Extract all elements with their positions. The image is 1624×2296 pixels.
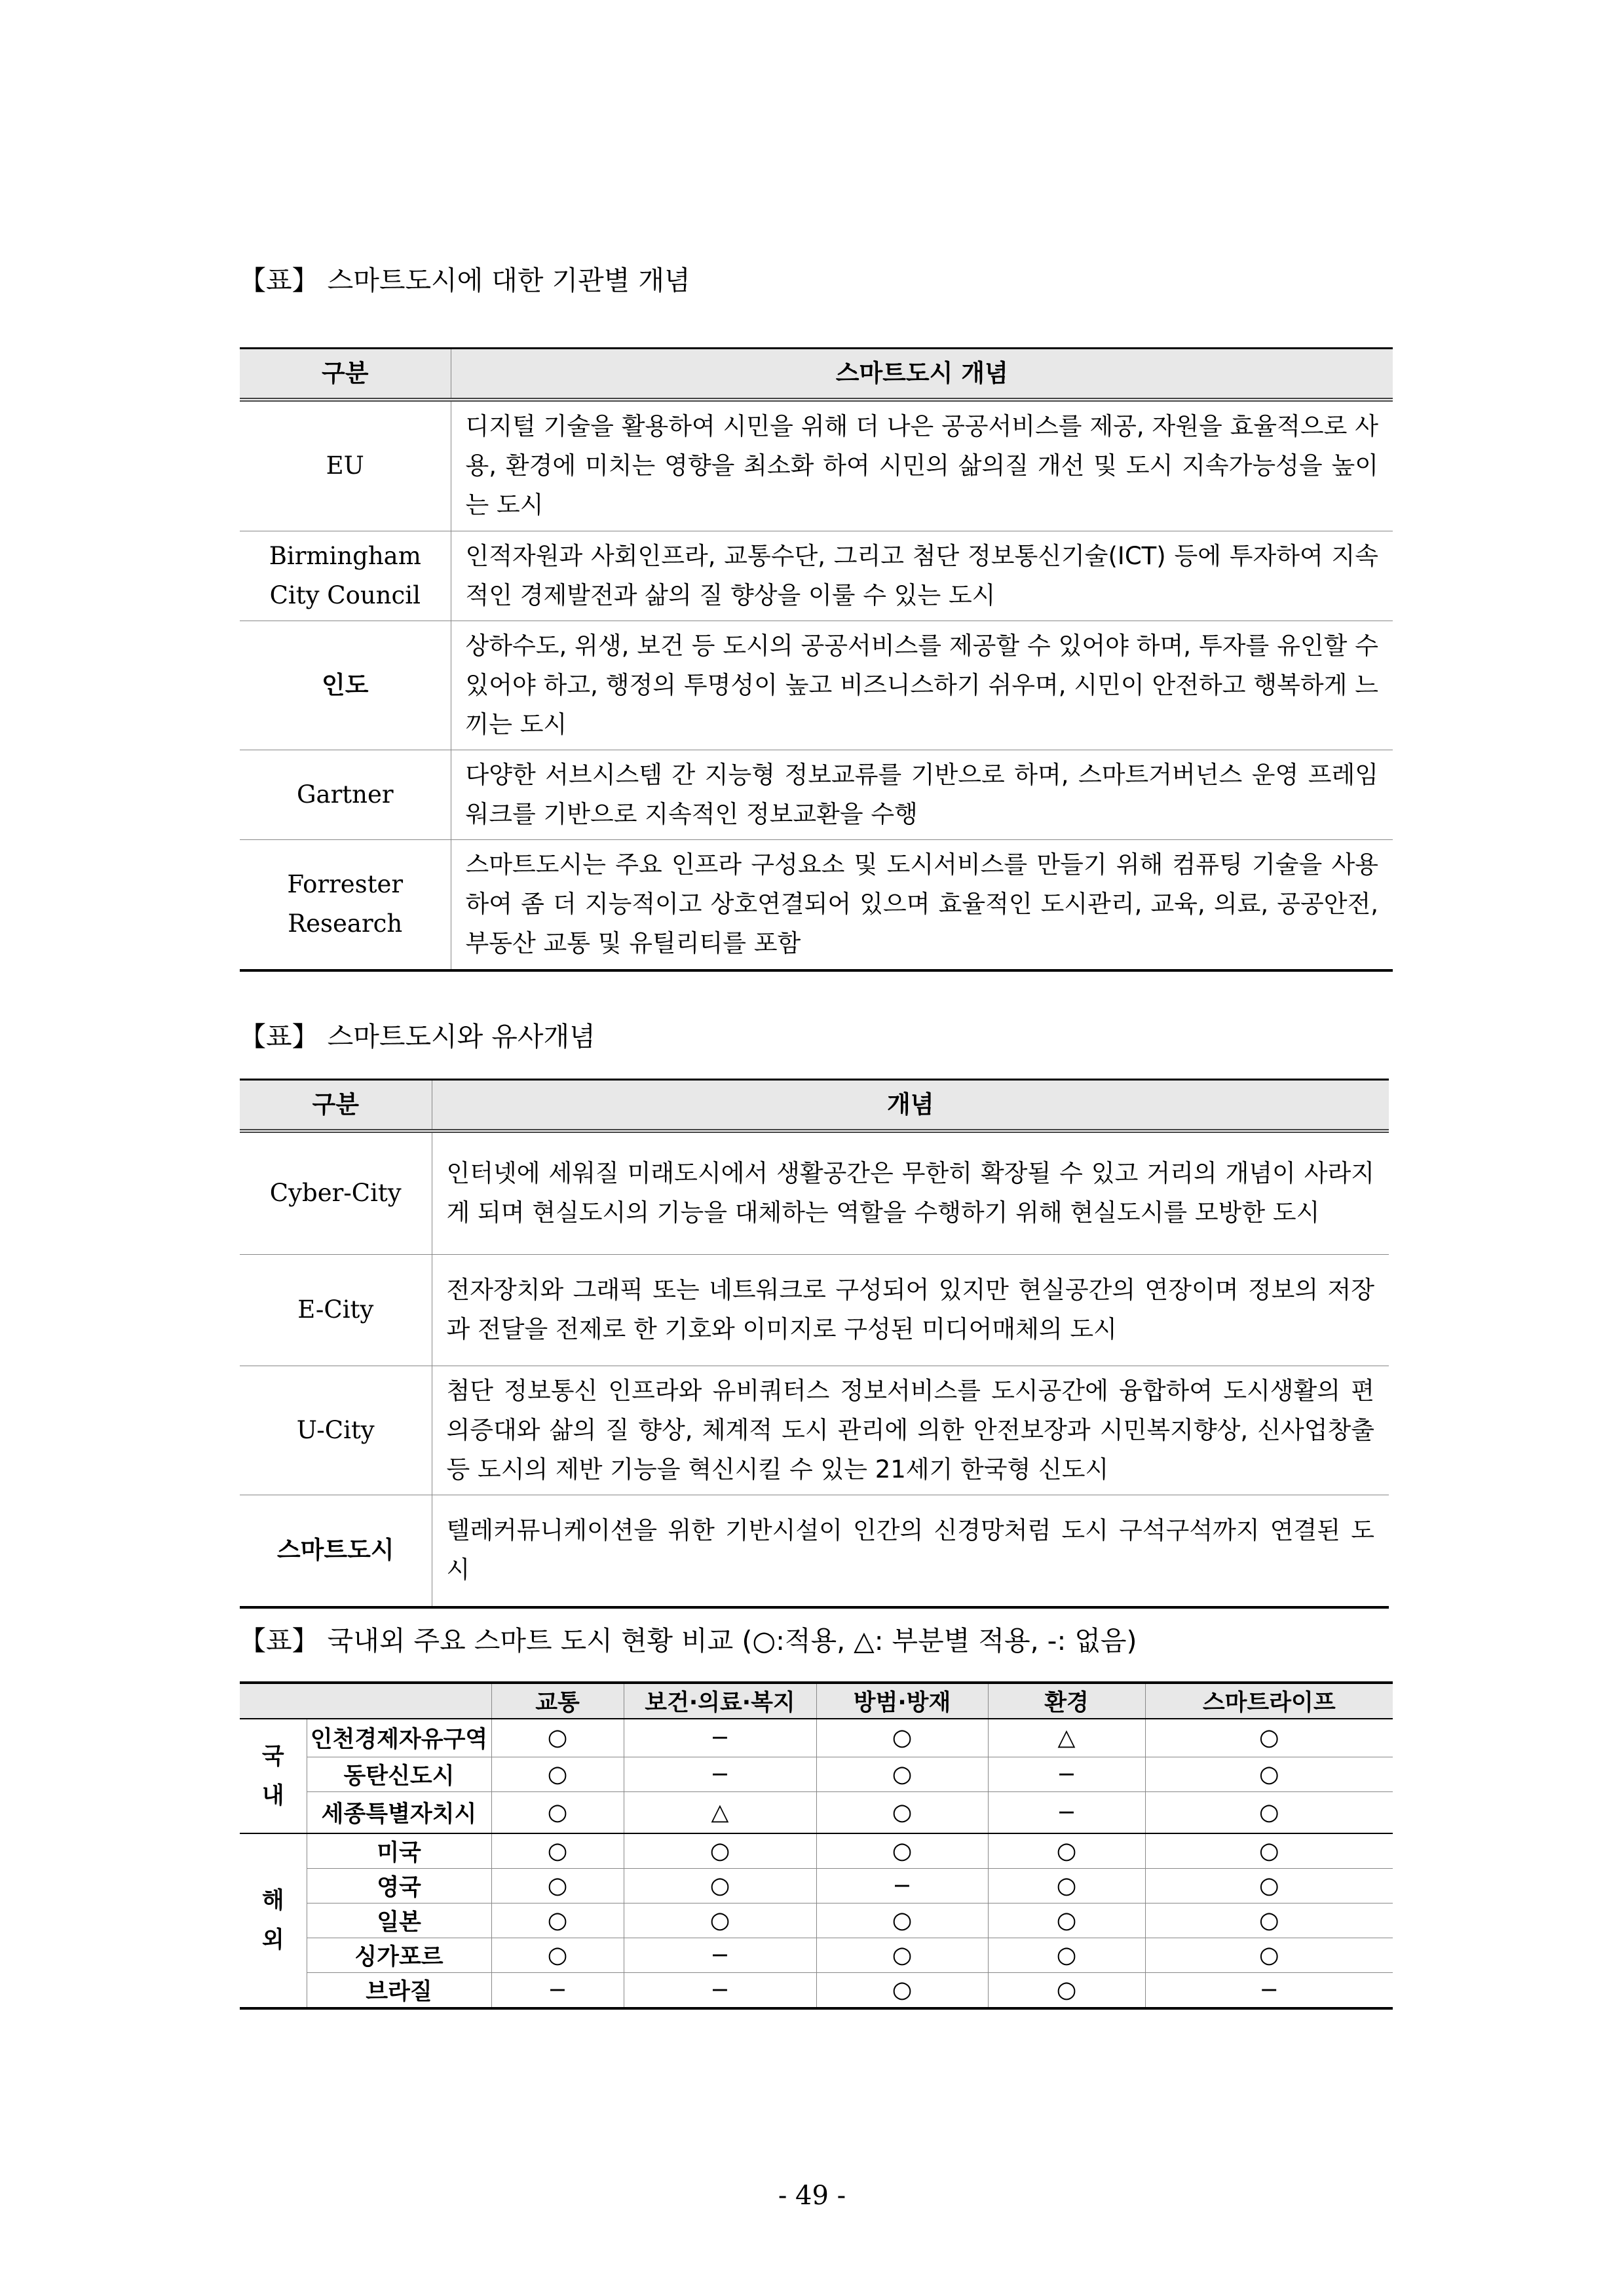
cell: − [624,1938,816,1973]
cell: ○ [988,1938,1145,1973]
cell: ○ [491,1719,624,1757]
table-row [240,1495,1389,1607]
table-row [240,1938,1393,1973]
row-label: 싱가포르 [307,1938,491,1973]
cell: − [491,1973,624,2009]
table3 [240,1681,1393,2010]
cell: ○ [988,1833,1145,1869]
table3-caption: 【표】 국내외 주요 스마트 도시 현황 비교 (○:적용, △: 부분별 적용, -: 없음) [239,1625,1137,1656]
row-label: 스마트도시 [240,1495,432,1607]
cell: ○ [1145,1938,1393,1973]
cell: ○ [624,1904,816,1938]
cell: ○ [1145,1719,1393,1757]
cell: ○ [816,1973,988,2009]
cell: ○ [816,1791,988,1833]
cell: − [988,1791,1145,1833]
row-label: E-City [240,1254,432,1366]
row-text: 텔레커뮤니케이션을 위한 기반시설이 인간의 신경망처럼 도시 구석구석까지 연결된 도시 [432,1495,1389,1607]
cell: ○ [1145,1904,1393,1938]
cell: ○ [816,1938,988,1973]
table-row [240,1366,1389,1495]
table-row [240,1869,1393,1904]
row-text: 상하수도, 위생, 보건 등 도시의 공공서비스를 제공할 수 있어야 하며, 투자를 유인할 수 있어야 하고, 행정의 투명성이 높고 비즈니스하기 쉬우며, 시민이 안전하고 행복하게 느끼는 도시 [451,621,1393,750]
row-label: 미국 [307,1833,491,1869]
row-label: 영국 [307,1869,491,1904]
cell: △ [624,1791,816,1833]
table-row [240,1757,1393,1791]
cell: ○ [1145,1791,1393,1833]
row-text: 다양한 서브시스템 간 지능형 정보교류를 기반으로 하며, 스마트거버넌스 운영 프레임워크를 기반으로 지속적인 정보교환을 수행 [451,750,1393,839]
table2-caption: 【표】 스마트도시와 유사개념 [239,1021,595,1052]
cell: − [624,1973,816,2009]
table-row [240,1791,1393,1833]
page-number: - 49 - [778,2181,846,2211]
row-label: Forrester Research [240,839,451,970]
cell: − [816,1869,988,1904]
row-text: 인터넷에 세워질 미래도시에서 생활공간은 무한히 확장될 수 있고 거리의 개념이 사라지게 되며 현실도시의 기능을 대체하는 역할을 수행하기 위해 현실도시를 모방한 도시 [432,1131,1389,1254]
row-text: 스마트도시는 주요 인프라 구성요소 및 도시서비스를 만들기 위해 컴퓨팅 기술을 사용하여 좀 더 지능적이고 상호연결되어 있으며 효율적인 도시관리, 교육, 의료, 공공안전, 부동산 교통 및 유틸리티를 포함 [451,839,1393,970]
cell: ○ [624,1833,816,1869]
row-label: Gartner [240,750,451,839]
cell: ○ [988,1904,1145,1938]
table1-header-category: 구분 [240,349,451,400]
table3-header-blank [240,1683,491,1719]
table-row [240,531,1393,621]
table-row [240,1904,1393,1938]
cell: − [1145,1973,1393,2009]
row-label: 인도 [240,621,451,750]
cell: ○ [816,1757,988,1791]
table-row [240,1254,1389,1366]
cell: ○ [816,1904,988,1938]
table2-header-row [240,1080,1389,1132]
cell: ○ [491,1904,624,1938]
row-label: 세종특별자치시 [307,1791,491,1833]
cell: △ [988,1719,1145,1757]
row-label: Cyber-City [240,1131,432,1254]
table-row [240,400,1393,531]
row-label: 일본 [307,1904,491,1938]
table2 [240,1079,1389,1609]
table2-header-category: 구분 [240,1080,432,1132]
cell: ○ [491,1869,624,1904]
cell: ○ [1145,1757,1393,1791]
table1-caption: 【표】 스마트도시에 대한 기관별 개념 [239,265,690,296]
group-label-overseas: 해 외 [240,1833,307,2008]
table3-header-row [240,1683,1393,1719]
table1-header-concept: 스마트도시 개념 [451,349,1393,400]
cell: ○ [816,1719,988,1757]
table1-header-row [240,349,1393,400]
table-row [240,1833,1393,1869]
cell: ○ [816,1833,988,1869]
group-label-domestic: 국 내 [240,1719,307,1833]
row-text: 첨단 정보통신 인프라와 유비쿼터스 정보서비스를 도시공간에 융합하여 도시생활의 편의증대와 삶의 질 향상, 체계적 도시 관리에 의한 안전보장과 시민복지향상, 신사업창출 등 도시의 제반 기능을 혁신시킬 수 있는 21세기 한국형 신도시 [432,1366,1389,1495]
row-label: Birmingham City Council [240,531,451,621]
row-text: 디지털 기술을 활용하여 시민을 위해 더 나은 공공서비스를 제공, 자원을 효율적으로 사용, 환경에 미치는 영향을 최소화 하여 시민의 삶의질 개선 및 도시 지속가능성을 높이는 도시 [451,400,1393,531]
table1 [240,347,1393,972]
row-label: 브라질 [307,1973,491,2009]
cell: ○ [491,1757,624,1791]
table-row [240,750,1393,839]
cell: ○ [624,1869,816,1904]
cell: ○ [988,1869,1145,1904]
cell: ○ [1145,1869,1393,1904]
cell: − [988,1757,1145,1791]
row-text: 인적자원과 사회인프라, 교통수단, 그리고 첨단 정보통신기술(ICT) 등에 투자하여 지속적인 경제발전과 삶의 질 향상을 이룰 수 있는 도시 [451,531,1393,621]
cell: ○ [491,1938,624,1973]
cell: ○ [988,1973,1145,2009]
table-row [240,1973,1393,2009]
table3-header-col: 환경 [988,1683,1145,1719]
row-label: 인천경제자유구역 [307,1719,491,1757]
row-label: 동탄신도시 [307,1757,491,1791]
cell: ○ [491,1791,624,1833]
table3-header-col: 방범·방재 [816,1683,988,1719]
table-row [240,839,1393,970]
row-label: U-City [240,1366,432,1495]
table-row [240,1131,1389,1254]
row-text: 전자장치와 그래픽 또는 네트워크로 구성되어 있지만 현실공간의 연장이며 정보의 저장과 전달을 전제로 한 기호와 이미지로 구성된 미디어매체의 도시 [432,1254,1389,1366]
cell: ○ [1145,1833,1393,1869]
cell: − [624,1757,816,1791]
table3-header-col: 교통 [491,1683,624,1719]
table-row [240,621,1393,750]
table-row [240,1719,1393,1757]
row-label: EU [240,400,451,531]
cell: ○ [491,1833,624,1869]
cell: − [624,1719,816,1757]
table2-header-concept: 개념 [432,1080,1389,1132]
table3-header-col: 보건·의료·복지 [624,1683,816,1719]
table3-header-col: 스마트라이프 [1145,1683,1393,1719]
